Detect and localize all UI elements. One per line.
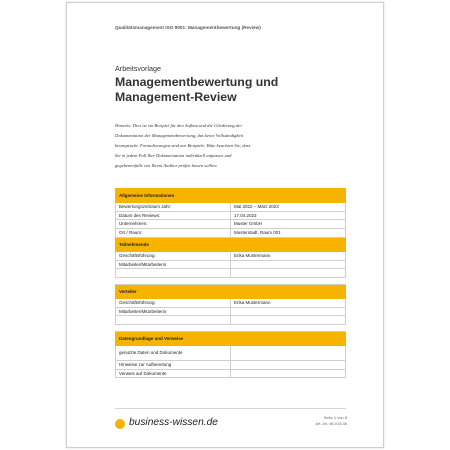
table-row bbox=[116, 298, 346, 307]
field-value[interactable]: 17.04.2023 bbox=[231, 211, 346, 220]
table-row bbox=[116, 346, 346, 361]
section-heading-data-basis: Datengrundlage und Verweise bbox=[116, 332, 346, 346]
table-row bbox=[116, 316, 346, 325]
section-heading-distribution: Verteiler bbox=[116, 284, 346, 298]
hint-line: beansprucht. Formulierungen sind nur Beispiele. Bitte beachten Sie, dass bbox=[115, 143, 251, 148]
brand-logo-text: business-wissen.de bbox=[129, 417, 218, 428]
field-label: Unternehmen: bbox=[116, 220, 231, 229]
field-value[interactable] bbox=[231, 269, 346, 278]
page-info bbox=[315, 415, 347, 427]
field-label: genutzte Daten und Dokumente bbox=[116, 346, 231, 361]
table-row bbox=[116, 203, 346, 212]
field-value[interactable]: Musterstadt, Raum 001 bbox=[231, 229, 346, 238]
document-page bbox=[66, 2, 384, 448]
page-number: Seite 1 von 8 bbox=[323, 415, 347, 420]
table-row bbox=[116, 251, 346, 260]
footer-divider bbox=[115, 408, 346, 409]
hint-line: Hinweis: Dies ist ein Beispiel für den Aufbau und die Gliederung der bbox=[115, 123, 243, 128]
field-label: Geschäftsführung: bbox=[116, 298, 231, 307]
article-number: Art.-Nr. 96.015.36 bbox=[315, 421, 347, 426]
field-value[interactable] bbox=[231, 346, 346, 361]
field-label: Mitarbeiter/Mitarbeiterin bbox=[116, 260, 231, 269]
field-value[interactable]: Erika Mustermann bbox=[231, 251, 346, 260]
field-value[interactable]: Erika Mustermann bbox=[231, 298, 346, 307]
field-value[interactable] bbox=[231, 361, 346, 370]
section-heading-participants: Teilnehmende bbox=[116, 237, 346, 251]
field-value[interactable] bbox=[231, 369, 346, 378]
field-value[interactable]: Mai 2022 – März 2023 bbox=[231, 203, 346, 212]
field-label: Geschäftsführung: bbox=[116, 251, 231, 260]
table-row bbox=[116, 229, 346, 238]
spacer-row bbox=[116, 325, 346, 332]
hint-line: Dokumentation der Managementbewertung, das keine Vollständigkeit bbox=[115, 133, 244, 138]
document-subtitle: Arbeitsvorlage bbox=[115, 64, 161, 73]
section-heading-general: Allgemeine Informationen bbox=[116, 189, 346, 203]
table-row bbox=[116, 361, 346, 370]
table-row bbox=[116, 211, 346, 220]
field-label: Bewertungszeitraum Jahr: bbox=[116, 203, 231, 212]
field-label bbox=[116, 316, 231, 325]
field-label: Datum des Reviews: bbox=[116, 211, 231, 220]
field-label: Verweis auf Dokumente bbox=[116, 369, 231, 378]
document-title: Managementbewertung und Management-Review bbox=[115, 75, 279, 104]
field-value[interactable]: Muster GmbH bbox=[231, 220, 346, 229]
spacer-row bbox=[116, 277, 346, 284]
field-value[interactable] bbox=[231, 316, 346, 325]
field-label: Mitarbeiter/Mitarbeiterin bbox=[116, 307, 231, 316]
hint-line: Sie in jedem Fall Ihre Dokumentation individuell anpassen und bbox=[115, 153, 232, 158]
hint-note bbox=[115, 121, 310, 171]
table-row bbox=[116, 307, 346, 316]
field-label: Ort / Raum: bbox=[116, 229, 231, 238]
field-value[interactable] bbox=[231, 307, 346, 316]
logo-dot-icon bbox=[115, 419, 125, 429]
table-row bbox=[116, 220, 346, 229]
table-row bbox=[116, 260, 346, 269]
review-form-table bbox=[115, 188, 346, 378]
table-row bbox=[116, 269, 346, 278]
hint-line: gegebenenfalls von Ihrem Auditor prüfen lassen sollten. bbox=[115, 163, 218, 168]
field-label bbox=[116, 269, 231, 278]
field-value[interactable] bbox=[231, 260, 346, 269]
table-row bbox=[116, 369, 346, 378]
document-header: Qualitätsmanagement ISO 9001: Managementbewertung (Review) bbox=[115, 25, 261, 30]
field-label: Hinweise zur Aufbereitung bbox=[116, 361, 231, 370]
